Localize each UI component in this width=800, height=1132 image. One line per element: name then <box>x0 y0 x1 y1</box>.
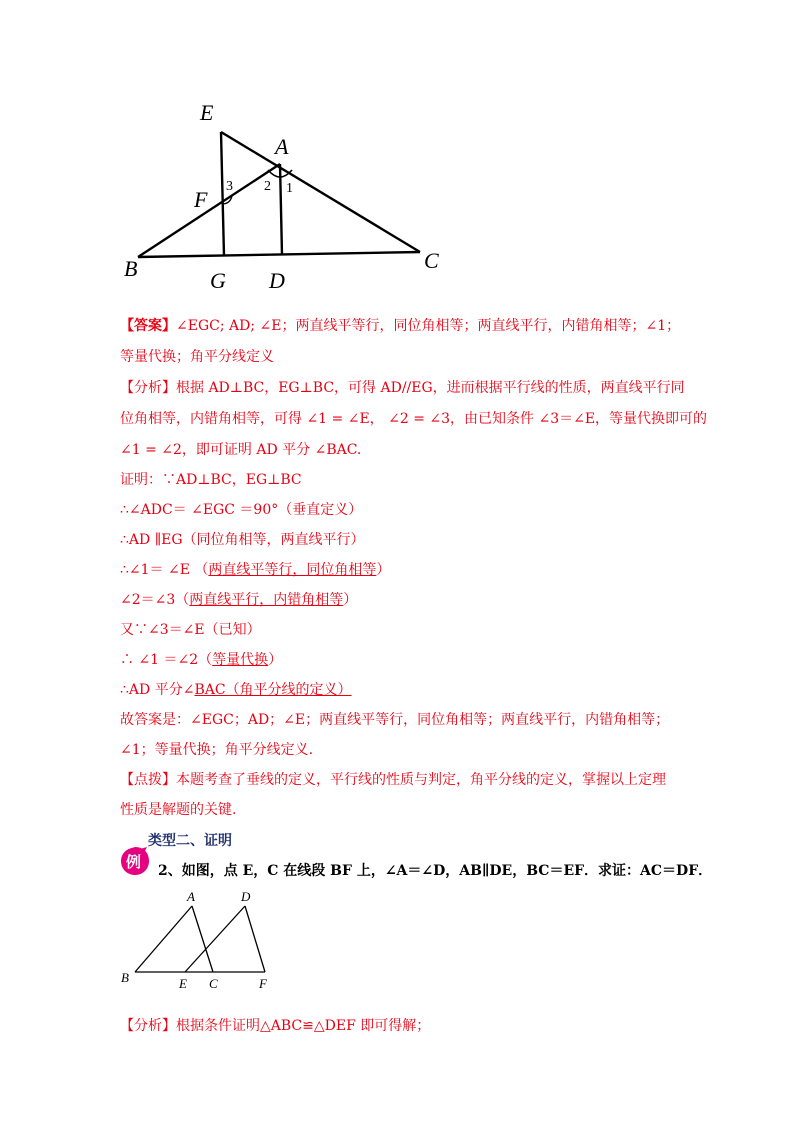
proof-line-7-main: ∴ ∠1 ＝∠2（ <box>120 652 213 668</box>
point-text-1: 本题考查了垂线的定义，平行线的性质与判定，角平分线的定义，掌握以上定理 <box>176 772 666 788</box>
proof-line-5 <box>120 590 357 610</box>
answer-line-1 <box>120 316 680 336</box>
proof-line-5-main: ∠2＝∠3（ <box>120 592 190 608</box>
proof-line-4-main: ∴∠1＝ ∠E （ <box>120 562 209 578</box>
example-badge-icon <box>120 846 150 876</box>
proof-line-8-main: ∴AD 平分∠ <box>120 682 195 698</box>
proof-line-8-reason: BAC（角平分线的定义） <box>194 682 352 698</box>
proof-line-7-reason: 等量代换 <box>212 652 269 668</box>
label-E: E <box>200 100 214 125</box>
segment-DF <box>245 906 265 972</box>
segment-BA <box>138 164 280 257</box>
segment-BA <box>135 906 192 972</box>
example-badge-label: 例 <box>126 853 142 871</box>
label-G: G <box>210 268 226 293</box>
analysis-line-1 <box>120 378 685 398</box>
analysis2-line <box>120 1016 430 1036</box>
segment-ED <box>185 906 245 972</box>
label-3: 3 <box>226 179 233 194</box>
proof-line-4-end: ） <box>376 562 391 578</box>
example-problem: 2、如图，点 E，C 在线段 BF 上，∠A＝∠D，AB∥DE，BC＝EF．求证：AC＝DF． <box>158 863 713 879</box>
segment-EG <box>221 132 224 256</box>
label-F: F <box>194 187 208 212</box>
proof-line-3: ∴AD ∥EG（同位角相等，两直线平行） <box>120 532 365 548</box>
label-C: C <box>424 248 439 273</box>
analysis-prefix: 【分析】 <box>120 380 176 396</box>
proof-line-5-reason: 两直线平行，内错角相等 <box>189 592 344 608</box>
answer-text-1: ∠EGC; AD; ∠E；两直线平等行，同位角相等；两直线平行，内错角相等；∠1； <box>176 318 681 334</box>
point-line-2: 性质是解题的关键. <box>120 802 237 818</box>
analysis2-prefix: 【分析】 <box>120 1018 176 1034</box>
proof-line-7-end: ） <box>268 652 283 668</box>
proof-line-7 <box>120 650 282 670</box>
segment-BC <box>138 252 420 257</box>
label-B2: B <box>121 970 129 985</box>
label-C2: C <box>209 976 218 991</box>
proof-line-8 <box>120 680 352 700</box>
answer-prefix: 【答案】 <box>120 318 176 334</box>
label-D2: D <box>241 889 251 904</box>
proof-line-1: 证明：∵AD⊥BC，EG⊥BC <box>120 472 302 488</box>
analysis-line-3: ∠1 = ∠2，即可证明 AD 平分 ∠BAC. <box>120 442 362 458</box>
label-F2: F <box>259 976 267 991</box>
geometry-figure-2 <box>115 888 285 996</box>
label-A: A <box>275 134 289 159</box>
analysis2-text: 根据条件证明△ABC≌△DEF 即可得解； <box>176 1018 431 1034</box>
point-prefix: 【点拨】 <box>120 772 176 788</box>
proof-line-9: 故答案是：∠EGC；AD；∠E；两直线平等行，同位角相等；两直线平行，内错角相等； <box>120 712 670 728</box>
proof-line-4-reason: 两直线平等行，同位角相等 <box>208 562 377 578</box>
section-heading: 类型二、证明 <box>148 833 232 849</box>
segment-EC <box>221 132 420 252</box>
label-A2: A <box>187 889 195 904</box>
label-2: 2 <box>264 179 271 194</box>
proof-line-10: ∠1；等量代换；角平分线定义. <box>120 742 314 758</box>
analysis-line-2: 位角相等，内错角相等，可得 ∠1 = ∠E， ∠2 = ∠3，由已知条件 ∠3＝∠E，等量代换即可的 <box>120 411 708 427</box>
proof-line-6: 又∵∠3＝∠E（已知） <box>120 622 261 638</box>
proof-line-4 <box>120 560 390 580</box>
proof-line-5-end: ） <box>343 592 358 608</box>
point-line-1 <box>120 770 666 790</box>
answer-line-2: 等量代换；角平分线定义 <box>120 349 274 365</box>
label-D: D <box>269 268 285 293</box>
proof-line-2: ∴∠ADC＝ ∠EGC ＝90°（垂直定义） <box>120 502 363 518</box>
geometry-figure-1 <box>118 92 458 300</box>
segment-AC <box>192 906 213 972</box>
label-1: 1 <box>286 181 293 196</box>
label-B: B <box>124 256 138 281</box>
analysis-text-1: 根据 AD⊥BC，EG⊥BC，可得 AD//EG，进而根据平行线的性质，两直线平行同 <box>176 380 685 396</box>
label-E2: E <box>179 976 187 991</box>
